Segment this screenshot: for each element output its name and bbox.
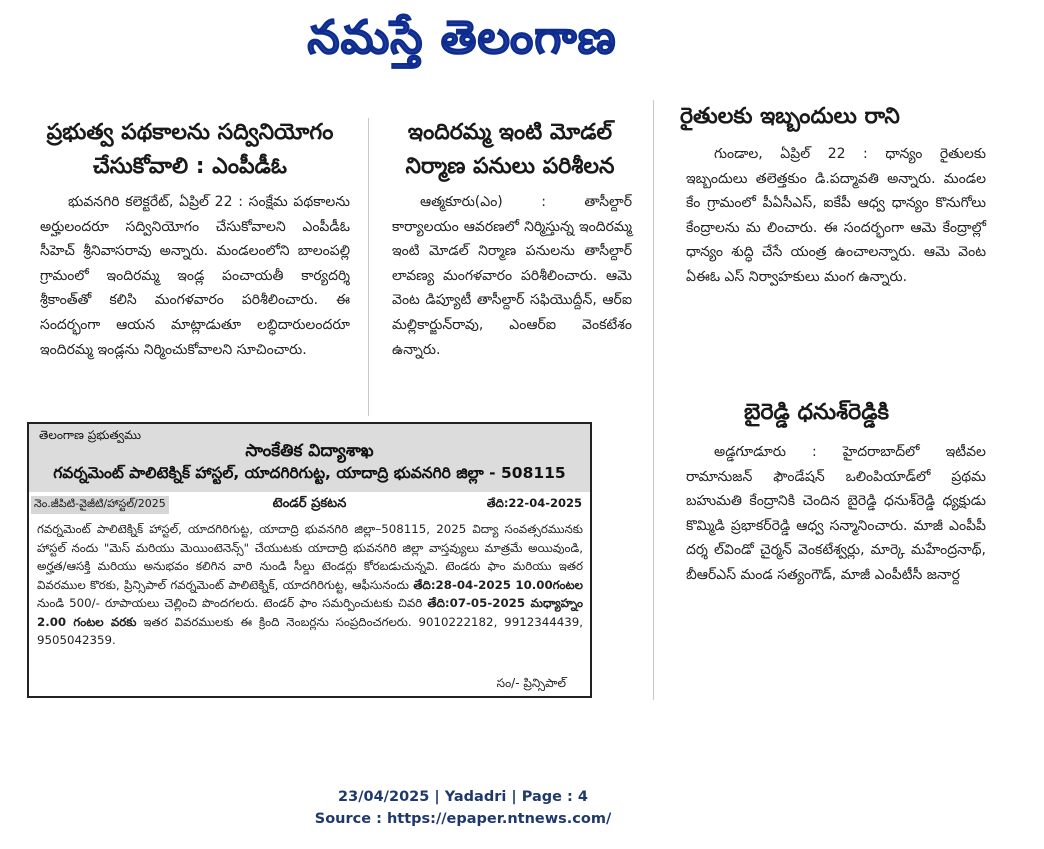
footer-source: Source : https://epaper.ntnews.com/ (314, 811, 612, 827)
article-body: గుండాల, ఏప్రిల్ 22 : ధాన్యం రైతులకు ఇబ్బందులు తలెత్తకుం డి.పద్మావతి అన్నారు. మండల కేం గ్రామంలో పీఏసీఎస్, ఐకేపీ ఆధ్వ ధాన్యం కొనుగోలు కేంద్రాలను మ లించారు. ఈ సందర్భంగా ఆమె కేంద్రాల్లో ధాన్యం శుద్ధి చేసే యంత్ర ఉంచాలన్నారు. ఆమె వెంట ఏఈఓ ఎస్ నిర్వాహకులు మంగ ఉన్నారు. (686, 146, 986, 285)
ad-reference-number: నెం.జీపిటి-వైజీటి/హాస్టల్/2025 (31, 496, 169, 514)
article-headline: ప్రభుత్వ పథకాలను సద్వినియోగం చేసుకోవాలి : ఎంపీడీఓ (46, 120, 334, 179)
ad-header (29, 424, 590, 492)
ad-signature: సం/- ప్రిన్సిపాల్ (496, 676, 566, 690)
tender-advertisement (27, 422, 592, 698)
article-headline: ఇందిరమ్మ ఇంటి మోడల్ నిర్మాణ పనులు పరిశీలన (405, 120, 615, 179)
ad-institution: గవర్నమెంట్ పాలిటెక్నిక్ హాస్టల్, యాదగిరిగుట్ట, యాదాద్రి భువనగిరి జిల్లా - 508115 (53, 464, 566, 482)
ad-body: గవర్నమెంట్ పాలిటెక్నిక్ హాస్టల్, యాదగిరిగుట్ట, యాదాద్రి భువనగిరి జిల్లా–508115, 2025 విద్యా సంవత్సరమునకు హాస్టల్ నందు "మెస్ మరియు మెయింటెనెన్స్" చేయుటకు యాదాద్రి భువనగిరి జిల్లా వాస్తవ్యులు మాత్రమే అయివుండి, అర్హత/ఆసక్తి మరియు అనుభవం కలిగిన వారి నుండి సీల్డు టెండర్లు కోరబడుచున్నవి. టెండరు ఫాం మరియు ఇతర వివరముల కొరకు, ప్రిన్సిపాల్ గవర్నమెంట్ పాలిటెక్నిక్, యాదగిరిగుట్ట, ఆఫీసునందు తేది:28-04-2025 10.00గంటల నుండి 500/- రూపాయలు చెల్లించి పొందగలరు. టెండర్ ఫాం సమర్పించుటకు చివరి తేది:07-05-2025 మధ్యాహ్నం 2.00 గంటల వరకు ఇతర వివరములకు ఈ క్రింది నెంబర్లను సంప్రదించగలరు. 9010222182, 9912344439, 9505042359. (37, 522, 584, 647)
ad-notice-title: టెండర్ ప్రకటన (272, 496, 347, 511)
ad-form-time: 10.00గంటల (515, 577, 584, 592)
footer-date-edition: 23/04/2025 | Yadadri | Page : 4 (338, 789, 588, 805)
article-farmers (680, 100, 986, 390)
ad-department: సాంకేతిక విద్యాశాఖ (245, 441, 374, 461)
newspaper-title: నమస్తే తెలంగాణ (307, 10, 617, 64)
article-headline: రైతులకు ఇబ్బందులు రాని (680, 104, 900, 129)
article-headline: బైరెడ్డి ధనుశ్‌రెడ్డికి (744, 400, 889, 425)
article-body: అడ్డగూడూరు : హైదరాబాద్‌లో ఇటీవల రామానుజన్ ఫౌండేషన్ ఒలింపియాడ్‌లో ప్రథమ బహుమతి కేంద్రానికి చెందిన బైరెడ్డి ధనుశ్‌రెడ్డి ధ్యక్షుడు కొమ్మిడి ప్రభాకర్‌రెడ్డి ఆధ్వ సన్మానించారు. మాజీ ఎంపీపీ దర్శ ల్‌విండో చైర్మన్ వెంకటేశ్వర్లు, మార్కె మహేంద్రనాథ్, బీఆర్ఎస్ మండ సత్యంగౌడ్, మాజీ ఎంపీటీసీ జనార్ద (686, 444, 986, 583)
ad-government-label: తెలంగాణ ప్రభుత్వము (39, 428, 142, 442)
column-divider (368, 118, 369, 416)
ad-date: తేది:22-04-2025 (486, 496, 582, 510)
article-body: ఆత్మకూరు(ఎం) : తాసీల్దార్ కార్యాలయం ఆవరణలో నిర్మిస్తున్న ఇందిరమ్మ ఇంటి మోడల్ నిర్మాణ పనులను తాసీల్దార్ లావణ్య మంగళవారం పరిశీలించారు. ఆమె వెంట డిప్యూటీ తాసీల్దార్ సఫియొద్దీన్, ఆర్ఐ మల్లికార్జున్‌రావు, ఎంఆర్ఐ వెంకటేశం ఉన్నారు. (392, 194, 632, 358)
page-footer (0, 786, 926, 830)
ad-meta-row (29, 494, 590, 514)
column-divider (653, 100, 654, 700)
masthead (0, 0, 926, 80)
article-body: భువనగిరి కలెక్టరేట్, ఏప్రిల్ 22 : సంక్షేమ పథకాలను అర్హులందరూ సద్వినియోగం చేసుకోవాలని ఎంపీడీఓ సీహెచ్ శ్రీనివాసరావు అన్నారు. మండలంలోని బాలంపల్లి గ్రామంలో ఇందిరమ్మ ఇండ్ల పంచాయతీ కార్యదర్శి శ్రీకాంత్‌తో కలిసి మంగళవారం పరిశీలించారు. ఈ సందర్భంగా ఆయన మాట్లాడుతూ లబ్ధిదారులందరూ ఇందిరమ్మ ఇండ్లను నిర్మించుకోవాలని సూచించారు. (40, 194, 350, 358)
ad-form-date: తేది:28-04-2025 (413, 577, 511, 592)
article-dhanush-reddy (680, 396, 986, 700)
ad-deadline: తేది:07-05-2025 మధ్యాహ్నం 2.00 గంటల వరకు (37, 596, 583, 629)
